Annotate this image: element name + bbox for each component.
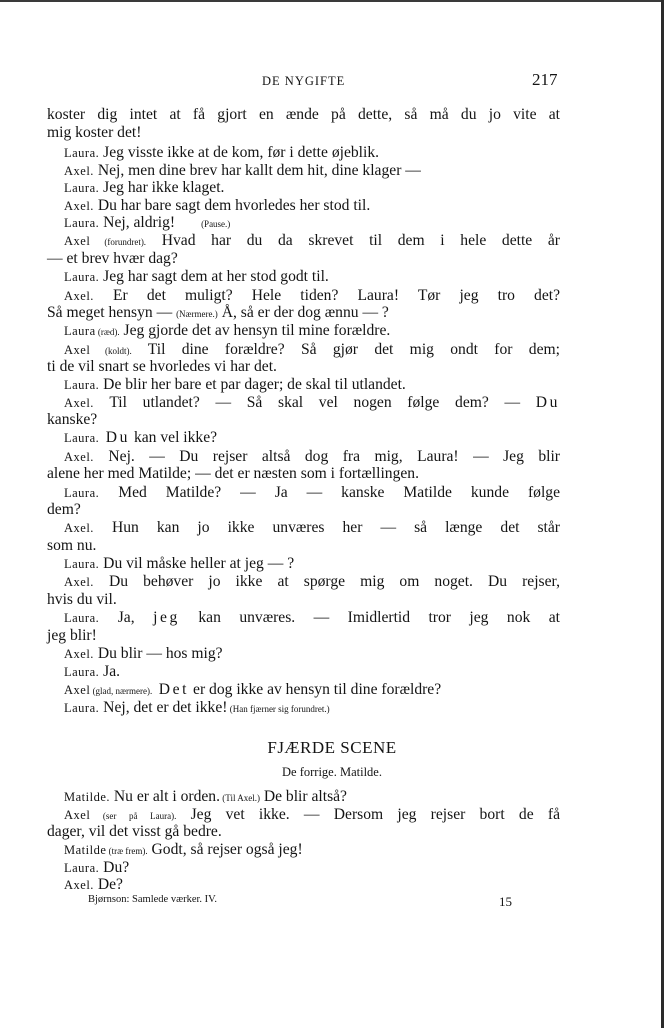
dialogue-line bbox=[64, 197, 560, 215]
speaker-name: Axel. bbox=[64, 450, 94, 464]
scene-title: FJÆRDE SCENE bbox=[267, 738, 397, 757]
emphasis-text: Du bbox=[535, 394, 560, 411]
speaker-name: Axel. bbox=[64, 878, 94, 892]
speaker-name: Axel bbox=[64, 683, 91, 697]
emphasis-text: Det bbox=[152, 681, 190, 698]
text-line: jeg blir! bbox=[47, 627, 97, 644]
line-text: Nej, det er det ikke! bbox=[99, 699, 228, 716]
dialogue-line bbox=[64, 519, 560, 537]
text-line: hvis du vil. bbox=[47, 591, 117, 608]
dialogue-line bbox=[64, 322, 560, 341]
line-text: Til utlandet? — Så skal vel nogen følge dem? — bbox=[93, 394, 536, 411]
stage-direction: (forundret). bbox=[90, 237, 147, 247]
speaker-name: Laura. bbox=[64, 378, 100, 392]
speaker-name: Laura. bbox=[64, 861, 100, 875]
line-text: De blir her bare et par dager; de skal til utlandet. bbox=[99, 376, 406, 393]
speaker-name: Laura. bbox=[64, 431, 100, 445]
speaker-name: Axel. bbox=[64, 396, 94, 410]
text-line: — et brev hvær dag? bbox=[47, 250, 178, 267]
speaker-name: Axel bbox=[64, 808, 91, 822]
text-line: ti de vil snart se hvorledes vi har det. bbox=[47, 358, 277, 375]
line-text: Jeg vet ikke. — Dersom jeg rejser bort de få bbox=[176, 806, 560, 823]
speaker-name: Axel. bbox=[64, 575, 94, 589]
line-text: Jeg gjorde det av hensyn til mine forældre. bbox=[119, 322, 391, 339]
text-line: dager, vil det visst gå bedre. bbox=[47, 823, 222, 840]
speaker-name: Laura bbox=[64, 324, 96, 338]
speaker-name: Axel. bbox=[64, 289, 94, 303]
stage-direction: (træ frem). bbox=[106, 846, 148, 856]
scene-subtitle: De forrige. Matilde. bbox=[282, 765, 382, 779]
dialogue-line bbox=[64, 429, 560, 447]
dialogue-line bbox=[64, 287, 560, 305]
text-line: dem? bbox=[47, 501, 81, 518]
text-line: koster dig intet at få gjort en ænde på dette, så må du jo vite at bbox=[47, 106, 560, 123]
running-title: DE NYGIFTE bbox=[262, 74, 346, 88]
line-text: De blir altså? bbox=[259, 788, 347, 805]
line-text: Jeg har ikke klaget. bbox=[99, 179, 225, 196]
dialogue-line bbox=[64, 484, 560, 502]
dialogue-line bbox=[64, 573, 560, 591]
speaker-name: Laura. bbox=[64, 181, 100, 195]
dialogue-line bbox=[64, 232, 560, 250]
line-text: Nej. — Du rejser altså dog fra mig, Laura! — Jeg blir bbox=[93, 448, 560, 465]
line-text: Nu er alt i orden. bbox=[110, 788, 221, 805]
speaker-name: Laura. bbox=[64, 216, 100, 230]
speaker-name: Matilde bbox=[64, 843, 107, 857]
stage-direction: (Han fjærner sig forundret.) bbox=[227, 704, 330, 714]
speaker-name: Axel. bbox=[64, 521, 94, 535]
speaker-name: Laura. bbox=[64, 557, 100, 571]
line-text: Ja. bbox=[99, 663, 121, 680]
line-text: Du blir — hos mig? bbox=[93, 645, 223, 662]
text-line: kanske? bbox=[47, 411, 98, 428]
line-text: Jeg visste ikke at de kom, før i dette øjeblik. bbox=[99, 144, 380, 161]
emphasis-text: jeg bbox=[153, 609, 180, 626]
dialogue-line bbox=[64, 806, 560, 824]
dialogue-line bbox=[64, 859, 560, 877]
speaker-name: Matilde. bbox=[64, 790, 111, 804]
dialogue-line bbox=[64, 214, 560, 233]
dialogue-line bbox=[47, 304, 560, 323]
line-text: Nej, men dine brev har kallt dem hit, dine klager — bbox=[93, 162, 421, 179]
line-text: Jeg har sagt dem at her stod godt til. bbox=[99, 268, 329, 285]
line-text: Til dine forældre? Så gjør det mig ondt for dem; bbox=[131, 341, 560, 358]
speaker-name: Axel. bbox=[64, 164, 94, 178]
line-text: De? bbox=[93, 876, 123, 893]
speaker-name: Laura. bbox=[64, 701, 100, 715]
dialogue-line bbox=[64, 681, 560, 700]
text-line: som nu. bbox=[47, 537, 97, 554]
dialogue-line bbox=[64, 876, 560, 894]
speaker-name: Laura. bbox=[64, 486, 100, 500]
stage-direction: (ser på Laura). bbox=[90, 811, 177, 821]
line-text: kan vel ikke? bbox=[130, 429, 218, 446]
stage-direction: (Nærmere.) bbox=[176, 309, 218, 319]
scan-edge-top bbox=[0, 0, 664, 2]
speaker-name: Laura. bbox=[64, 146, 100, 160]
dialogue-line bbox=[64, 376, 560, 394]
dialogue-line bbox=[64, 448, 560, 466]
dialogue-line bbox=[64, 555, 560, 573]
line-text: Med Matilde? — Ja — kanske Matilde kunde følge bbox=[99, 484, 560, 501]
dialogue-line bbox=[64, 179, 560, 197]
dialogue-line bbox=[64, 699, 560, 718]
dialogue-line bbox=[64, 609, 560, 627]
speaker-name: Axel. bbox=[64, 647, 94, 661]
stage-direction: (koldt). bbox=[90, 346, 132, 356]
line-text: Er det muligt? Hele tiden? Laura! Tør jeg tro det? bbox=[93, 287, 560, 304]
text-line: mig koster det! bbox=[47, 124, 142, 141]
dialogue-line bbox=[64, 341, 560, 359]
text-line: alene her med Matilde; — det er næsten som i fortællingen. bbox=[47, 465, 419, 482]
speaker-name: Axel bbox=[64, 343, 91, 357]
dialogue-line bbox=[64, 268, 560, 286]
line-text: Ja, bbox=[99, 609, 154, 626]
emphasis-text: Du bbox=[99, 429, 131, 446]
speaker-name: Axel. bbox=[64, 199, 94, 213]
printer-signature: Bjørnson: Samlede værker. IV. bbox=[88, 894, 218, 905]
line-text: kan unværes. — Imidlertid tror jeg nok at bbox=[179, 609, 560, 626]
dialogue-line bbox=[64, 394, 560, 412]
stage-direction: (ræd). bbox=[95, 327, 120, 337]
line-text: Så meget hensyn — bbox=[47, 304, 177, 321]
dialogue-line bbox=[64, 788, 560, 807]
dialogue-line bbox=[64, 841, 560, 860]
line-text: Du? bbox=[99, 859, 130, 876]
line-text: Nej, aldrig! bbox=[99, 214, 176, 231]
line-text: er dog ikke av hensyn til dine forældre? bbox=[189, 681, 442, 698]
line-text: Du behøver jo ikke at spørge mig om noget. Du rejser, bbox=[93, 573, 560, 590]
speaker-name: Axel bbox=[64, 234, 91, 248]
dialogue-line bbox=[64, 144, 560, 162]
line-text: Hun kan jo ikke unværes her — så længe det står bbox=[93, 519, 560, 536]
speaker-name: Laura. bbox=[64, 611, 100, 625]
dialogue-line bbox=[64, 645, 560, 663]
line-text: Hvad har du da skrevet til dem i hele dette år bbox=[146, 232, 560, 249]
page-number: 217 bbox=[532, 70, 558, 89]
line-text: Du vil måske heller at jeg — ? bbox=[99, 555, 295, 572]
sheet-number: 15 bbox=[499, 894, 512, 909]
stage-direction: (glad, nærmere). bbox=[90, 686, 153, 696]
speaker-name: Laura. bbox=[64, 665, 100, 679]
line-text: Å, så er der dog ænnu — ? bbox=[217, 304, 389, 321]
speaker-name: Laura. bbox=[64, 270, 100, 284]
dialogue-line bbox=[64, 663, 560, 681]
stage-direction: (Pause.) bbox=[201, 219, 231, 229]
line-text: Godt, så rejser også jeg! bbox=[147, 841, 303, 858]
line-text: Du har bare sagt dem hvorledes her stod til. bbox=[93, 197, 371, 214]
stage-direction: (Til Axel.) bbox=[220, 793, 260, 803]
dialogue-line bbox=[64, 162, 560, 180]
